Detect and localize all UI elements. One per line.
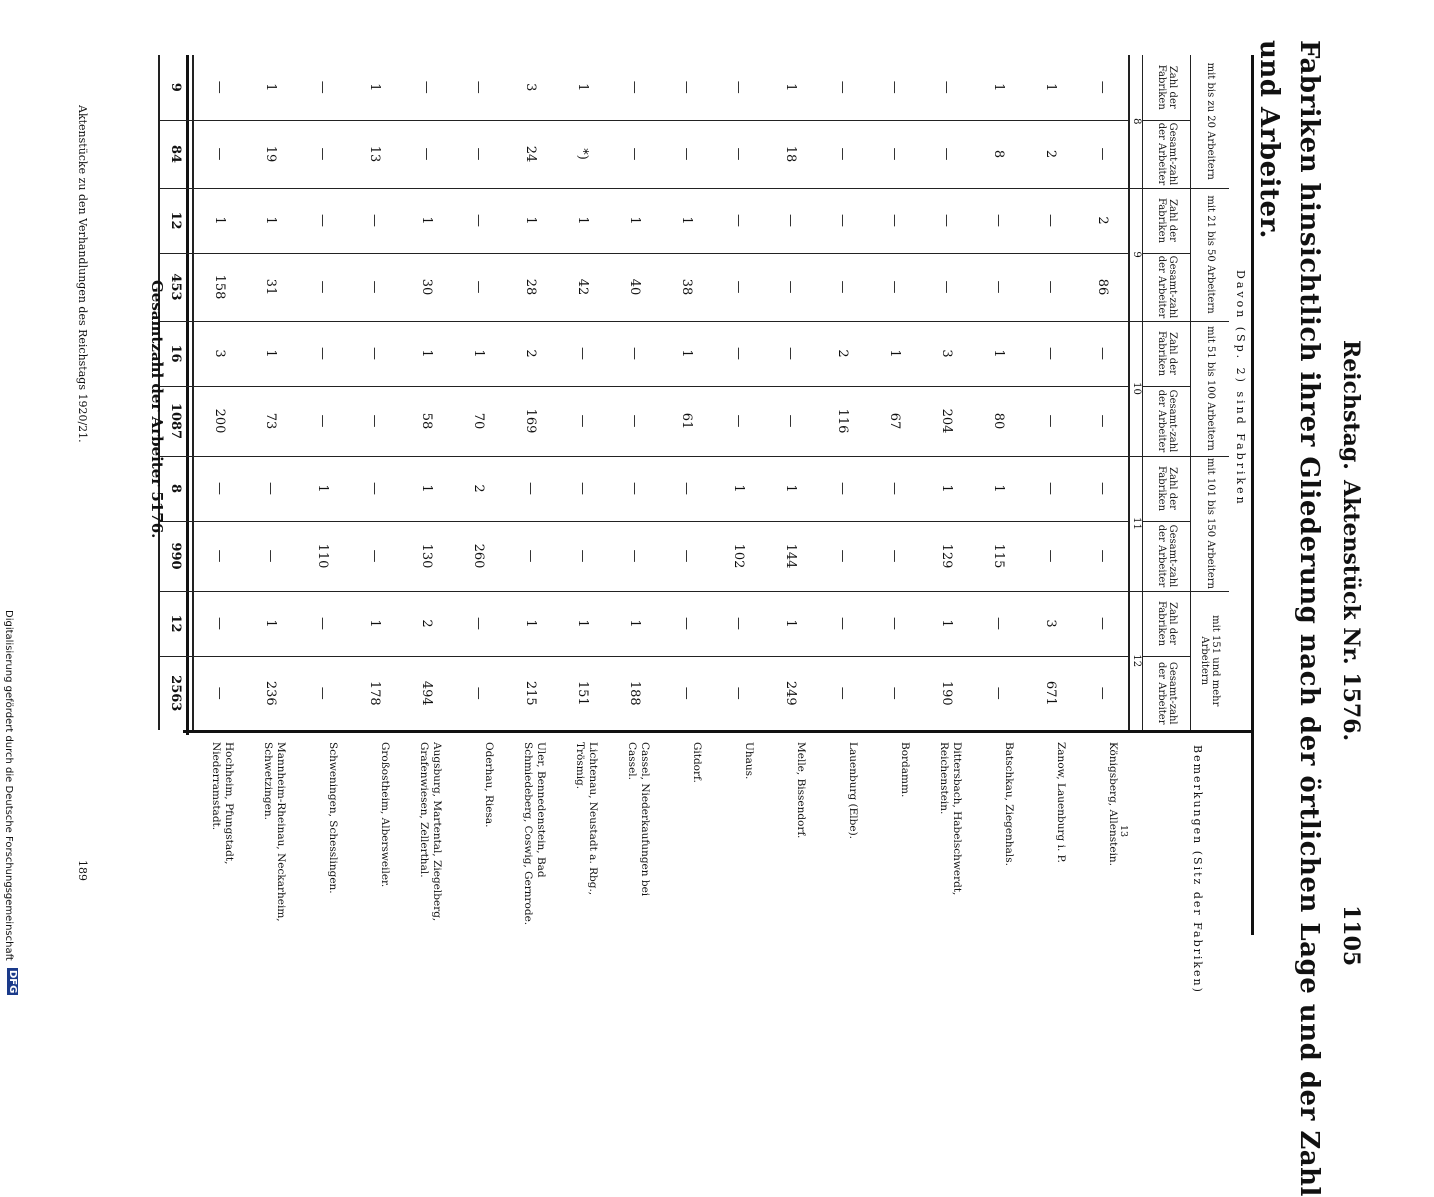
table-cell: — [349, 253, 401, 321]
subheader-zahl: Zahl der Fabriken [1143, 321, 1191, 386]
table-cell: 1 [557, 188, 609, 253]
table-cell: 70 [453, 386, 505, 456]
table-cell: 1 [401, 321, 453, 386]
table-row [713, 55, 765, 730]
table-cell: — [212, 80, 227, 94]
table-cell: 188 [609, 656, 661, 730]
table-cell: — [453, 253, 505, 321]
gesamtzahl-line: Gesamtzahl der Arbeiter 5176. [148, 280, 166, 539]
table-cell: 1 [245, 188, 297, 253]
column-number: 11 [1129, 456, 1143, 591]
table-cell: — [973, 188, 1025, 253]
remark-text: Batschkau, Ziegenhals. [1003, 742, 1015, 866]
table-cell: — [973, 253, 1025, 321]
group-header-1: mit bis zu 20 Arbeitern [1204, 62, 1216, 180]
table-cell: — [817, 456, 869, 521]
table-cell: — [817, 521, 869, 591]
table-cell: 1 [609, 591, 661, 656]
table-row [973, 55, 1025, 730]
table-cell: — [453, 656, 505, 730]
table-cell: — [679, 80, 695, 94]
table-cell: — [869, 656, 921, 730]
subheader-arbeiter: Gesamt-zahl der Arbeiter [1143, 521, 1191, 591]
group-title: Davon (Sp. 2) sind Fabriken [1234, 270, 1247, 507]
table-cell: — [817, 188, 869, 253]
table-row [765, 55, 817, 730]
table-cell: 3 [523, 83, 539, 92]
table-cell: 260 [453, 521, 505, 591]
table-row [557, 55, 609, 730]
table-cell: 1 [263, 83, 279, 92]
table-cell: — [609, 456, 661, 521]
table-cell: 86 [1077, 253, 1129, 321]
table-cell: — [349, 188, 401, 253]
table-cell: 2 [505, 321, 557, 386]
table-cell: — [557, 521, 609, 591]
table-cell: 190 [921, 656, 973, 730]
table-cell: — [1077, 456, 1129, 521]
table-row [245, 55, 297, 730]
table-cell: — [297, 188, 349, 253]
remark-text: Uler, Bennedenstein, Bad Schmiedeberg, Coswig, Gernrode. [522, 742, 547, 926]
table-cell: 1 [575, 83, 591, 92]
table-cell: 215 [505, 656, 557, 730]
heading-line-1: Fabriken hinsichtlich ihrer Gliederung nach der örtlichen Lage und der Zahl [1294, 40, 1324, 1197]
table-cell: — [713, 120, 765, 188]
total-cell: 1087 [159, 386, 193, 456]
table-cell: — [713, 656, 765, 730]
table-cell: — [453, 120, 505, 188]
table-cell: 130 [401, 521, 453, 591]
table-cell: — [453, 188, 505, 253]
table-cell: — [1025, 253, 1077, 321]
table-cell: 1 [297, 456, 349, 521]
total-cell: 8 [159, 456, 193, 521]
subheader-zahl: Zahl der Fabriken [1143, 188, 1191, 253]
table-cell: — [1025, 188, 1077, 253]
table-cell: 110 [297, 521, 349, 591]
table-cell: 8 [973, 120, 1025, 188]
table-cell: 494 [401, 656, 453, 730]
table-cell: — [921, 120, 973, 188]
table-cell: — [869, 253, 921, 321]
table-cell: — [1025, 386, 1077, 456]
table-cell: — [297, 656, 349, 730]
table-cell: 1 [713, 456, 765, 521]
table-row [453, 55, 505, 730]
table-cell: — [297, 321, 349, 386]
table-cell: 129 [921, 521, 973, 591]
column-number: 8 [1130, 118, 1142, 125]
total-cell: 453 [159, 253, 193, 321]
table-cell: 31 [245, 253, 297, 321]
table-cell: 1 [661, 321, 713, 386]
table-cell: 24 [505, 120, 557, 188]
table-cell: 1 [765, 591, 817, 656]
table-row [1077, 55, 1129, 730]
table-cell: — [835, 80, 851, 94]
table-cell: 3 [1025, 591, 1077, 656]
table-cell: — [869, 188, 921, 253]
table-cell: — [297, 120, 349, 188]
dfg-logo: DFG [7, 970, 18, 994]
table-cell: 116 [817, 386, 869, 456]
remark-text: Cassel, Niederkaufungen bei Cassel. [626, 742, 651, 897]
table-cell: 1 [367, 83, 383, 92]
table-cell: 30 [401, 253, 453, 321]
table-cell: — [731, 80, 747, 94]
subheader-arbeiter: Gesamt-zahl der Arbeiter [1143, 120, 1191, 188]
table-cell: — [505, 456, 557, 521]
table-row [817, 55, 869, 730]
table-cell: — [609, 321, 661, 386]
table-row [193, 55, 245, 730]
table-cell: — [401, 120, 453, 188]
table-cell: — [1025, 521, 1077, 591]
table-cell: 18 [765, 120, 817, 188]
table-cell: — [557, 321, 609, 386]
table-cell: — [713, 321, 765, 386]
table-cell: 671 [1025, 656, 1077, 730]
data-table [158, 55, 1229, 730]
total-cell: 9 [168, 82, 184, 92]
table-cell: — [1077, 321, 1129, 386]
table-cell: — [609, 386, 661, 456]
subheader-zahl: Zahl der Fabriken [1143, 591, 1191, 656]
group-header-3: mit 51 bis 100 Arbeitern [1191, 321, 1229, 456]
table-cell: — [349, 321, 401, 386]
table-cell: 3 [193, 321, 245, 386]
table-cell: 115 [973, 521, 1025, 591]
table-cell: — [1077, 591, 1129, 656]
table-cell: — [661, 521, 713, 591]
table-cell: — [505, 521, 557, 591]
table-cell: 1 [505, 591, 557, 656]
table-cell: 169 [505, 386, 557, 456]
table-cell: — [973, 591, 1025, 656]
remark-text: Uhaus. [743, 742, 755, 780]
table-cell: 80 [973, 386, 1025, 456]
table-cell: — [297, 386, 349, 456]
remarks-header: Bemerkungen (Sitz der Fabriken) [1191, 745, 1204, 994]
remark-text: Lichtenau, Neustadt a. Rbg., Trösmig. [574, 742, 599, 896]
table-cell: 2 [453, 456, 505, 521]
table-row [661, 55, 713, 730]
table-cell: 1 [401, 188, 453, 253]
remark-text: Bordamm. [899, 742, 911, 798]
page-number: 1105 [1338, 905, 1364, 967]
table-cell: — [1077, 120, 1129, 188]
table-cell: — [557, 386, 609, 456]
group-header-2: mit 21 bis 50 Arbeitern [1191, 188, 1229, 321]
table-cell: — [869, 591, 921, 656]
table-cell: 1 [765, 456, 817, 521]
table-cell: 2 [1077, 188, 1129, 253]
total-cell: 16 [159, 321, 193, 386]
subheader-arbeiter: Gesamt-zahl der Arbeiter [1143, 386, 1191, 456]
table-cell: 1 [453, 321, 505, 386]
subheader-arbeiter: Gesamt-zahl der Arbeiter [1143, 253, 1191, 321]
table-cell: — [1077, 656, 1129, 730]
table-cell: — [193, 456, 245, 521]
table-cell: — [349, 386, 401, 456]
table-cell: 40 [609, 253, 661, 321]
table-cell: 1 [973, 456, 1025, 521]
remark-text: Schweningen, Schesslingen. [327, 742, 339, 894]
table-cell: — [869, 456, 921, 521]
table-cell: 249 [765, 656, 817, 730]
table-cell: 1 [1043, 83, 1059, 92]
total-cell: 12 [159, 591, 193, 656]
table-cell: — [921, 188, 973, 253]
table-top-rule [1251, 55, 1254, 935]
table-row [297, 55, 349, 730]
table-cell: 236 [245, 656, 297, 730]
table-body [193, 55, 1129, 730]
remark-text: Großostheim, Albersweiler. [379, 742, 391, 888]
table-cell: — [297, 253, 349, 321]
remarks-divider [183, 730, 1251, 733]
table-cell: — [609, 521, 661, 591]
table-row [401, 55, 453, 730]
table-cell: — [1025, 456, 1077, 521]
table-cell: 2 [817, 321, 869, 386]
table-cell: — [661, 120, 713, 188]
table-cell: 2 [401, 591, 453, 656]
remark-text: Melle, Bissendorf. [795, 742, 807, 839]
table-cell: 13 [349, 120, 401, 188]
table-cell: 61 [661, 386, 713, 456]
group-header-5: mit 151 und mehr Arbeitern [1191, 591, 1229, 730]
remark-text: Augsburg, Martental, Ziegelberg, Grafenwiesen, Zellerthal. [418, 742, 443, 922]
total-cell: 84 [159, 120, 193, 188]
table-cell: 19 [245, 120, 297, 188]
table-cell: 1 [557, 591, 609, 656]
table-cell: — [193, 521, 245, 591]
column-number: 9 [1129, 188, 1143, 321]
table-cell: — [713, 591, 765, 656]
heading-line-2: und Arbeiter. [1254, 40, 1284, 239]
table-cell: — [921, 253, 973, 321]
table-row [505, 55, 557, 730]
total-cell: 12 [159, 188, 193, 253]
table-cell: 38 [661, 253, 713, 321]
subheader-zahl: Zahl der Fabriken [1156, 64, 1178, 110]
table-cell: — [349, 456, 401, 521]
total-cell: 2563 [159, 656, 193, 730]
table-cell: — [349, 521, 401, 591]
table-cell: — [817, 120, 869, 188]
table-cell: — [1095, 80, 1110, 94]
table-cell: 1 [245, 321, 297, 386]
table-cell: 1 [609, 188, 661, 253]
table-cell: — [817, 253, 869, 321]
table-cell: 1 [349, 591, 401, 656]
table-cell: — [193, 591, 245, 656]
total-cell: 990 [159, 521, 193, 591]
table-cell: — [609, 120, 661, 188]
table-cell: 1 [973, 321, 1025, 386]
table-cell: — [817, 591, 869, 656]
remark-text: Hochheim, Pfungstadt, Niederramstadt. [210, 742, 235, 865]
table-cell: 1 [661, 188, 713, 253]
column-number: 10 [1129, 321, 1143, 456]
remark-text: Oderhau, Riesa. [483, 742, 495, 828]
table-row [349, 55, 401, 730]
table-cell: 1 [245, 591, 297, 656]
table-cell: 58 [401, 386, 453, 456]
table-cell: — [713, 253, 765, 321]
footer-page: 189 [76, 860, 89, 881]
table-cell: — [939, 80, 955, 94]
table-cell: 73 [245, 386, 297, 456]
table-cell: — [627, 80, 643, 94]
table-cell: 204 [921, 386, 973, 456]
table-cell: 1 [193, 188, 245, 253]
table-cell: — [765, 253, 817, 321]
table-cell: 3 [921, 321, 973, 386]
table-cell: — [315, 80, 331, 94]
column-number: 12 [1129, 591, 1143, 730]
table-cell: — [817, 656, 869, 730]
dfg-note: Digitalisierung gefördert durch die Deutsche Forschungsgemeinschaft [3, 610, 14, 961]
remarks-column-number: 13 [1118, 825, 1129, 838]
table-cell: 1 [783, 83, 799, 92]
table-cell: 42 [557, 253, 609, 321]
table-cell: 102 [713, 521, 765, 591]
table-cell: 67 [869, 386, 921, 456]
table-cell: 1 [921, 456, 973, 521]
table-cell: — [557, 456, 609, 521]
table-cell: — [887, 80, 903, 94]
aktenstueck-label: Aktenstück Nr. 1576. [1338, 480, 1364, 742]
table-cell: 158 [193, 253, 245, 321]
table-cell: 178 [349, 656, 401, 730]
table-cell: 1 [869, 321, 921, 386]
table-cell: — [661, 591, 713, 656]
remark-text: Mannheim-Rheinau, Neckarheim, Schwetzingen. [262, 742, 287, 922]
footer-title: Aktenstücke zu den Verhandlungen des Reichstags 1920/21. [76, 105, 89, 443]
table-cell: 2 [1025, 120, 1077, 188]
table-cell: 28 [505, 253, 557, 321]
table-row [921, 55, 973, 730]
table-cell: — [419, 80, 435, 94]
remark-text: Dittersbach, Habelschwerdt, Reichenstein. [938, 742, 963, 896]
table-cell: — [297, 591, 349, 656]
table-cell: — [765, 386, 817, 456]
subheader-arbeiter: Gesamt-zahl der Arbeiter [1143, 656, 1191, 730]
table-cell: — [661, 656, 713, 730]
remark-text: Lauenburg (Elbe). [847, 742, 859, 840]
reichstag-label: Reichstag. [1338, 340, 1364, 470]
table-cell: — [453, 591, 505, 656]
remark-text: Zanow, Lauenburg i. P. [1055, 742, 1067, 863]
table-cell: — [1025, 321, 1077, 386]
table-cell: 200 [193, 386, 245, 456]
table-cell: — [471, 80, 487, 94]
remark-text: Gitdorf. [691, 742, 703, 783]
table-cell: — [193, 656, 245, 730]
table-cell: — [765, 321, 817, 386]
subheader-zahl: Zahl der Fabriken [1143, 456, 1191, 521]
table-cell: 151 [557, 656, 609, 730]
table-row [869, 55, 921, 730]
table-cell: — [765, 188, 817, 253]
group-header-4: mit 101 bis 150 Arbeitern [1191, 456, 1229, 591]
table-cell: *) [557, 120, 609, 188]
table-cell: — [193, 120, 245, 188]
table-cell: 1 [921, 591, 973, 656]
table-row [1025, 55, 1077, 730]
table-cell: 144 [765, 521, 817, 591]
table-cell: — [1077, 386, 1129, 456]
table-cell: — [869, 120, 921, 188]
table-cell: — [245, 521, 297, 591]
table-cell: — [973, 656, 1025, 730]
table-cell: — [661, 456, 713, 521]
table-row [609, 55, 661, 730]
table-cell: — [713, 386, 765, 456]
remark-text: Königsberg, Allenstein. [1107, 742, 1119, 867]
table-cell: — [245, 456, 297, 521]
table-cell: 1 [505, 188, 557, 253]
table-cell: — [869, 521, 921, 591]
table-cell: 1 [991, 83, 1007, 92]
table-cell: — [1077, 521, 1129, 591]
table-cell: — [713, 188, 765, 253]
table-cell: 1 [401, 456, 453, 521]
